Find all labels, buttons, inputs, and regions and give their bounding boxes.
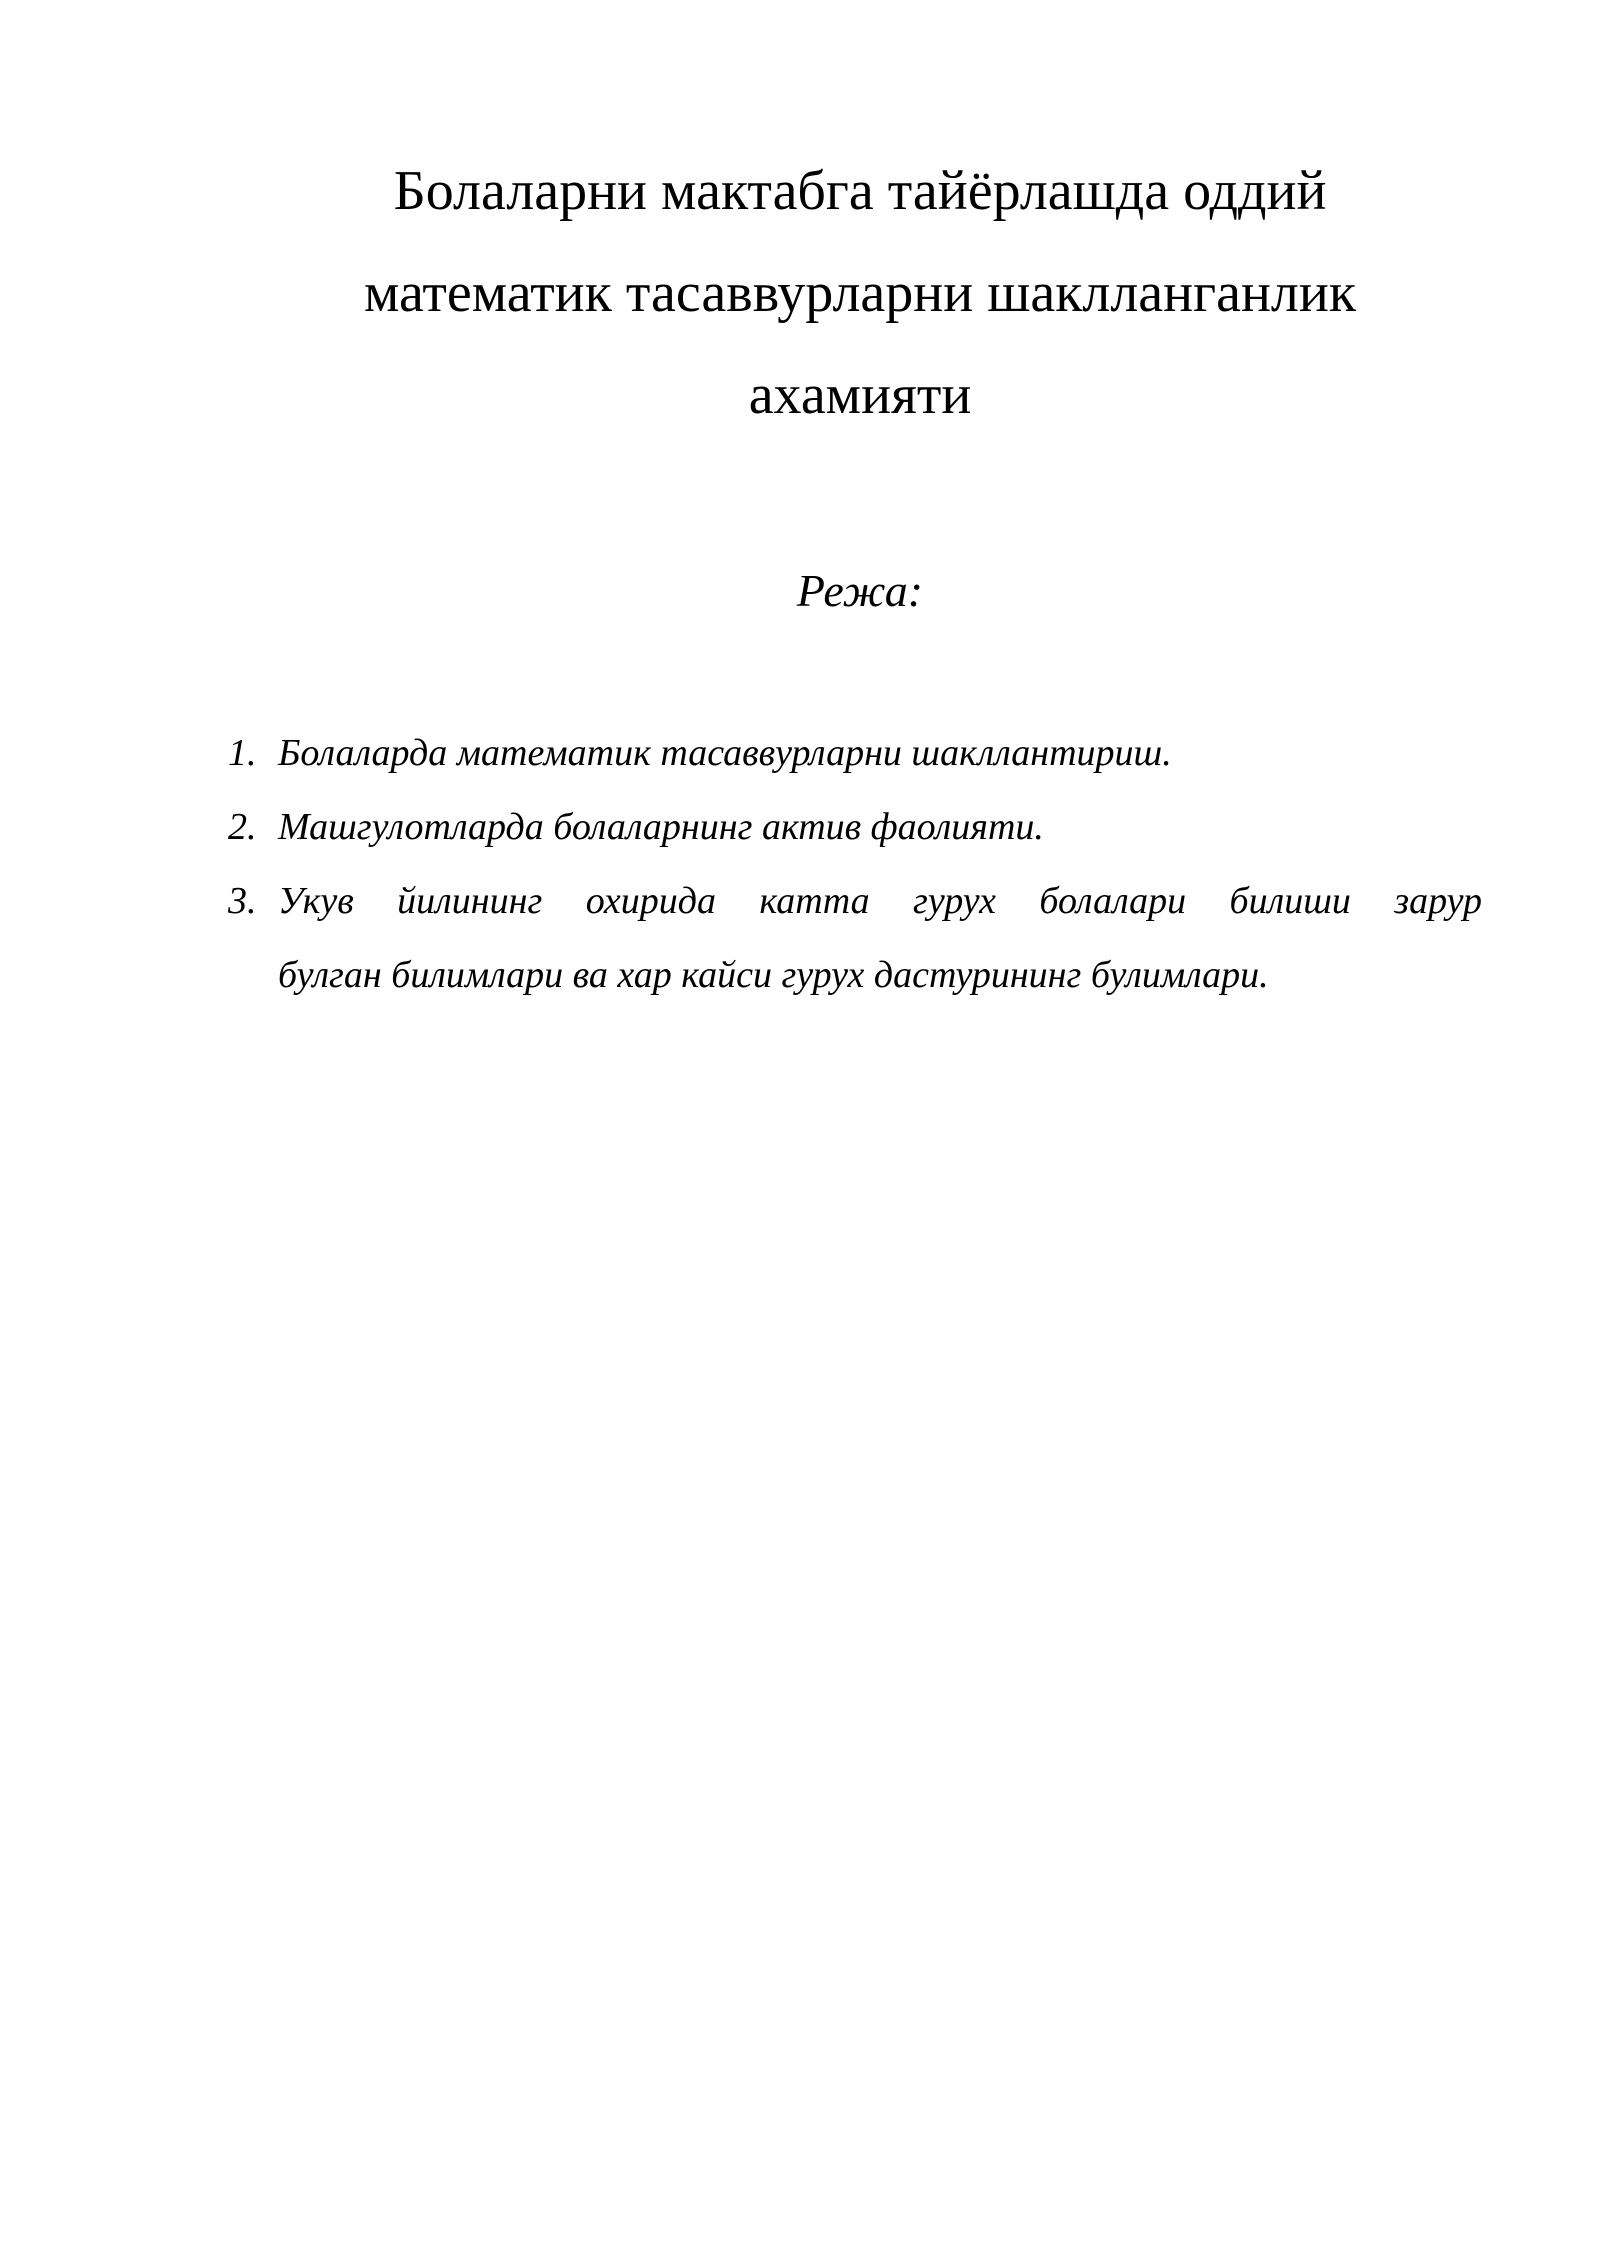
- plan-item: [222, 790, 1482, 864]
- plan-item-number: 3.: [228, 880, 257, 922]
- title-line: ахамияти: [748, 364, 972, 426]
- plan-item-number: 1.: [228, 732, 257, 774]
- plan-item: [222, 716, 1482, 790]
- title-line: Болаларни мактабга тайёрлашда оддий: [393, 160, 1327, 222]
- plan-list: [222, 716, 1482, 1012]
- document-title: [280, 140, 1440, 446]
- plan-item-text-line: Укув йилининг охирида катта гурух болалари билиши зарур: [278, 880, 1482, 922]
- title-line: математик тасаввурларни шаклланганлик: [363, 262, 1357, 324]
- plan-item: [222, 864, 1482, 1012]
- plan-item-text: Машгулотларда болаларнинг актив фаолияти.: [278, 806, 1044, 848]
- plan-heading: Режа:: [796, 565, 924, 616]
- plan-item-number: 2.: [228, 806, 257, 848]
- plan-item-text-line: булган билимлари ва хар кайси гурух дастурининг булимлари.: [278, 954, 1269, 996]
- plan-item-text: Болаларда математик тасаввурларни шакллантириш.: [278, 732, 1172, 774]
